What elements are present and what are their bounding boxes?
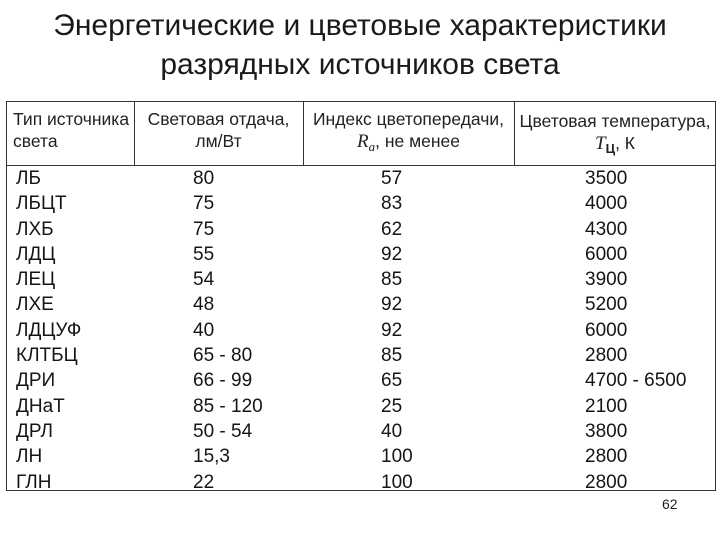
- table-header: [7, 102, 715, 166]
- header-efficacy: [135, 102, 302, 165]
- color-temperature-cell: 2100: [585, 395, 628, 417]
- lamp-type-cell: ЛХБ: [16, 218, 54, 240]
- header-efficacy-line1: Световая отдача,: [147, 109, 290, 129]
- color-temperature-cell: 2800: [585, 471, 628, 493]
- light-sources-table: [6, 101, 716, 491]
- table-row: [7, 444, 715, 469]
- table-row: [7, 394, 715, 419]
- color-rendering-index-cell: 40: [381, 420, 403, 442]
- header-type: [7, 102, 133, 165]
- table-row: [7, 318, 715, 343]
- table-row: [7, 419, 715, 444]
- color-rendering-index-cell: 100: [381, 471, 413, 493]
- color-rendering-index-cell: 92: [381, 319, 403, 341]
- color-temperature-cell: 6000: [585, 319, 628, 341]
- luminous-efficacy-cell: 75: [193, 218, 215, 240]
- luminous-efficacy-cell: 50 - 54: [193, 420, 253, 442]
- lamp-type-cell: ЛБЦТ: [16, 193, 67, 215]
- temp-symbol-subscript: Ц: [605, 141, 616, 156]
- header-type-line1: Тип источника: [13, 109, 130, 129]
- luminous-efficacy-cell: 80: [193, 168, 215, 189]
- lamp-type-cell: ДРИ: [16, 370, 56, 392]
- table-row: [7, 470, 715, 495]
- luminous-efficacy-cell: 66 - 99: [193, 370, 253, 392]
- title-line-1: Энергетические и цветовые характеристики: [53, 9, 667, 42]
- header-cri: [304, 102, 513, 165]
- color-temperature-cell: 4700 - 6500: [585, 370, 687, 392]
- header-cri-line1: Индекс цветопередачи,: [312, 109, 505, 129]
- table-row: [7, 343, 715, 368]
- luminous-efficacy-cell: 15,3: [193, 446, 230, 468]
- color-temperature-cell: 3900: [585, 269, 628, 291]
- color-rendering-index-cell: 92: [381, 243, 403, 265]
- color-temperature-cell: 2800: [585, 345, 628, 367]
- luminous-efficacy-cell: 55: [193, 243, 215, 265]
- lamp-type-cell: ЛДЦУФ: [16, 319, 82, 341]
- header-temperature: [515, 102, 715, 165]
- lamp-type-cell: ЛЕЦ: [16, 269, 56, 291]
- luminous-efficacy-cell: 22: [193, 471, 215, 493]
- slide-title: [0, 6, 720, 84]
- header-type-line2: света: [13, 131, 58, 151]
- temp-symbol: T: [595, 133, 606, 154]
- lamp-type-cell: ЛН: [16, 446, 43, 468]
- table-row: [7, 368, 715, 393]
- color-rendering-index-cell: 100: [381, 446, 413, 468]
- color-rendering-index-cell: 57: [381, 168, 403, 189]
- color-temperature-cell: 4000: [585, 193, 628, 215]
- table-body: [7, 166, 715, 495]
- luminous-efficacy-cell: 48: [193, 294, 215, 316]
- lamp-type-cell: КЛТБЦ: [16, 345, 78, 367]
- color-rendering-index-cell: 62: [381, 218, 403, 240]
- color-rendering-index-cell: 65: [381, 370, 403, 392]
- luminous-efficacy-cell: 65 - 80: [193, 345, 253, 367]
- table-row: [7, 267, 715, 292]
- table-row: [7, 166, 715, 191]
- header-temperature-line2: , К: [615, 133, 635, 153]
- luminous-efficacy-cell: 85 - 120: [193, 395, 263, 417]
- color-temperature-cell: 6000: [585, 243, 628, 265]
- header-cri-line2: , не менее: [375, 131, 460, 151]
- luminous-efficacy-cell: 75: [193, 193, 215, 215]
- lamp-type-cell: ЛБ: [16, 168, 41, 189]
- color-temperature-cell: 2800: [585, 446, 628, 468]
- table-row: [7, 292, 715, 317]
- title-line-2: разрядных источников света: [160, 48, 560, 81]
- color-rendering-index-cell: 92: [381, 294, 403, 316]
- luminous-efficacy-cell: 54: [193, 269, 215, 291]
- lamp-type-cell: ГЛН: [16, 471, 52, 493]
- lamp-type-cell: ЛХЕ: [16, 294, 54, 316]
- color-rendering-index-cell: 85: [381, 269, 403, 291]
- table-row: [7, 191, 715, 216]
- color-temperature-cell: 4300: [585, 218, 628, 240]
- color-rendering-index-cell: 25: [381, 395, 403, 417]
- color-rendering-index-cell: 85: [381, 345, 403, 367]
- color-rendering-index-cell: 83: [381, 193, 403, 215]
- luminous-efficacy-cell: 40: [193, 319, 215, 341]
- color-temperature-cell: 5200: [585, 294, 628, 316]
- header-temperature-line1: Цветовая температура,: [519, 111, 711, 131]
- lamp-type-cell: ЛДЦ: [16, 243, 56, 265]
- cri-symbol-subscript: a: [368, 139, 376, 154]
- table-row: [7, 217, 715, 242]
- color-temperature-cell: 3800: [585, 420, 628, 442]
- header-efficacy-line2: лм/Вт: [195, 131, 242, 151]
- table-row: [7, 242, 715, 267]
- page-number: 62: [662, 496, 678, 512]
- cri-symbol: R: [357, 131, 369, 152]
- lamp-type-cell: ДНаТ: [16, 395, 65, 417]
- lamp-type-cell: ДРЛ: [16, 420, 53, 442]
- color-temperature-cell: 3500: [585, 168, 628, 189]
